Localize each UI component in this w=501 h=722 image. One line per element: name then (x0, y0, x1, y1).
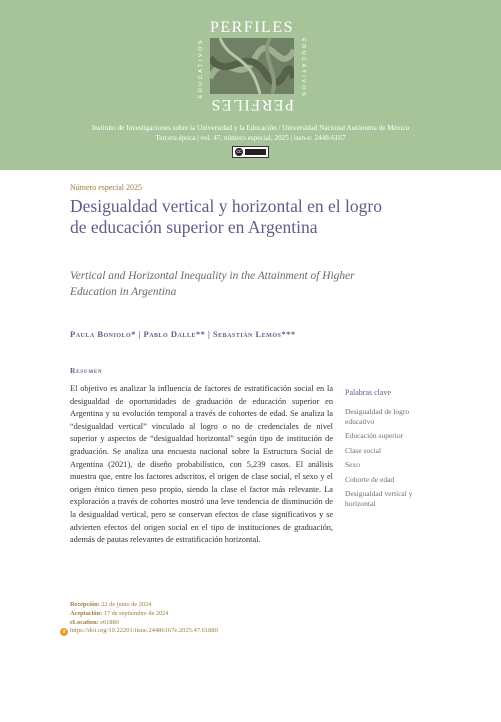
doi-icon: d (60, 628, 68, 636)
issue-line: Tercera época | vol. 47, número especial, 2025 | issn-e: 2448-6167 (155, 134, 346, 142)
received-label: Recepción: (70, 601, 100, 608)
elocation-value: e61880 (100, 619, 119, 627)
journal-header (0, 0, 501, 170)
article-authors: Paula Boniolo* | Pablo Dalle** | Sebastián Lemos*** (70, 329, 296, 339)
keyword-item: Sexo (345, 460, 360, 469)
article-title: Desigualdad vertical y horizontal en el logro de educación superior en Argentina (70, 196, 382, 237)
elocation-label: eLocation: (70, 619, 99, 627)
received-value: 22 de junio de 2024 (101, 601, 152, 608)
received-date (70, 600, 168, 609)
journal-name-bottom: PERFILES (210, 96, 295, 113)
cc-circle-icon: cc (236, 149, 242, 155)
keyword-item: Desigualdad vertical y horizontal (345, 489, 413, 508)
doi-link[interactable]: https://doi.org/10.22201/iisue.24486167e.2025.47.61880 (70, 627, 218, 634)
accepted-value: 17 de septiembre de 2024 (103, 610, 169, 618)
institution-info (0, 123, 501, 143)
article-subtitle: Vertical and Horizontal Inequality in the Attainment of Higher Education in Argentina (70, 270, 355, 298)
journal-name-top: PERFILES (209, 19, 294, 36)
logo-image (210, 38, 294, 94)
special-issue-label: Número especial 2025 (70, 183, 142, 192)
keywords-list (345, 407, 425, 513)
accepted-label: Aceptación: (70, 610, 103, 618)
abstract-heading: Resumen (70, 366, 103, 375)
keywords-heading: Palabras clave (345, 388, 391, 397)
cc-by-nc-sa-icon[interactable] (232, 146, 269, 158)
keyword-item: Cohorte de edad (345, 474, 395, 484)
keyword-item: Clase social (345, 445, 382, 455)
cc-license-bar (245, 149, 266, 155)
article-dates (70, 600, 168, 628)
journal-side-right: EDUCATIVOS (300, 38, 306, 99)
keyword-item: Desigualdad de logro educativo (345, 407, 410, 426)
keyword-item: Educación superior (345, 431, 404, 440)
journal-logo (196, 20, 308, 114)
journal-side-left: EDUCATIVOS (198, 38, 204, 99)
institution-line: Instituto de Investigaciones sobre la Universidad y la Educación / Universidad Nacional Autónoma de México (91, 124, 410, 132)
accepted-date (70, 609, 168, 618)
abstract-text: El objetivo es analizar la influencia de factores de estratificación social en la desigualdad de oportunidades de graduación de educación superior en Argentina y su evolución temporal a través de cohortes de edad. Se analiza la “desigualdad vertical” vinculado al logro o no de credenciales de nivel superior y aspectos de “desigualdad horizontal” según tipo de institución de graduación. Se analiza una encuesta nacional sobre la Estructura Social de Argentina (2021), de diseño probabilístico, con 5,239 casos. El análisis muestra que, entre los factores adscritos, el origen de clase social, el sexo y el origen étnico tienen peso propio, siendo la clase el factor más relevante. La exploración a través de cohortes mostró una leve tendencia de disminución de la desigualdad vertical, pero se conservan efectos de clase significativos y se advierten efectos del origen social en el tipo de instituciones de graduación, además de pautas relevantes de estratificación horizontal. (70, 384, 333, 545)
